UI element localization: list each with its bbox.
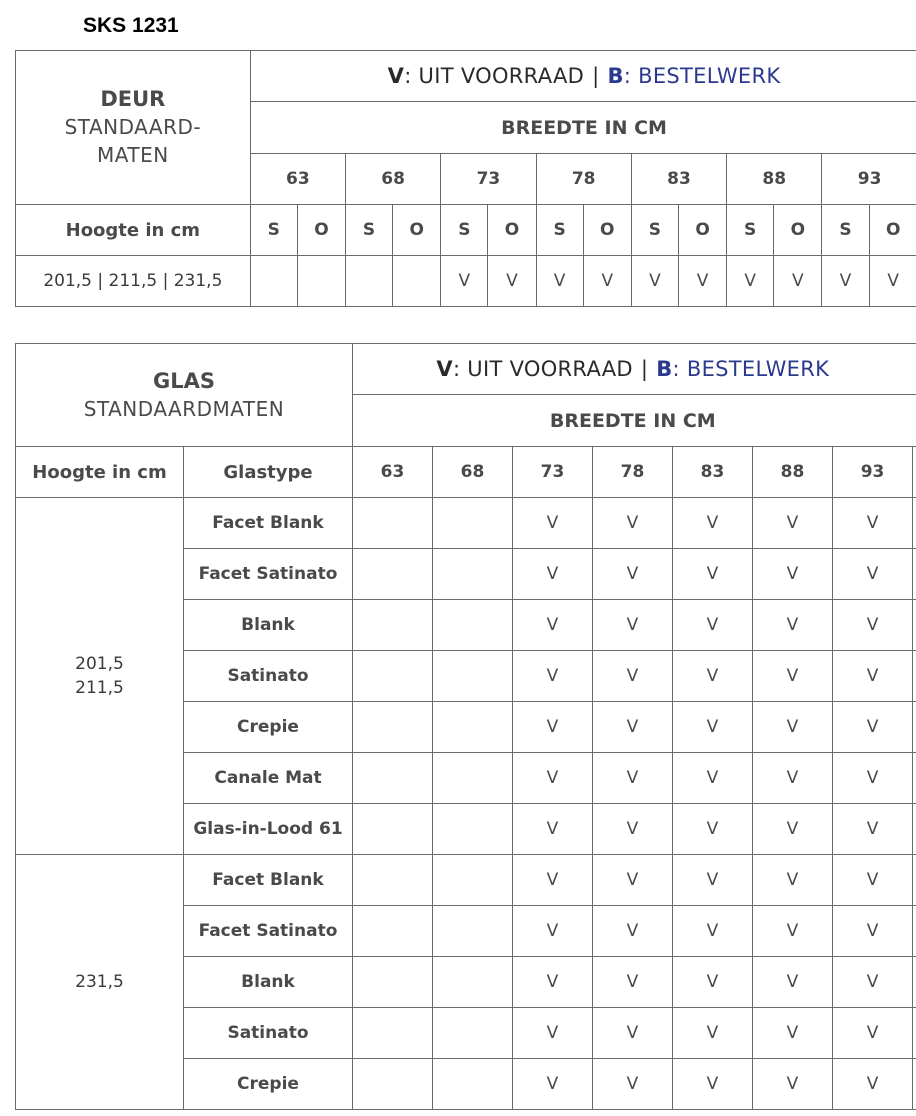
glass-availability-cell: [433, 549, 513, 600]
glass-availability-cell: [353, 549, 433, 600]
legend-b-text: : BESTELWERK: [623, 64, 781, 88]
door-availability-cell: V: [441, 256, 488, 307]
glass-availability-cell: V: [513, 906, 593, 957]
glass-availability-cell: V: [673, 651, 753, 702]
door-availability-cell: V: [678, 256, 726, 307]
glass-availability-cell: V: [673, 957, 753, 1008]
glass-availability-cell: [353, 804, 433, 855]
door-sub-header-s: S: [250, 205, 297, 256]
door-availability-cell: V: [727, 256, 774, 307]
glass-width-88: 88: [753, 447, 833, 498]
glass-availability-cell: V: [833, 855, 913, 906]
door-sub-header-o: O: [678, 205, 726, 256]
door-sub-header-o: O: [297, 205, 345, 256]
door-width-68: 68: [345, 154, 440, 205]
glass-availability-cell: V: [513, 702, 593, 753]
glass-type-label: Canale Mat: [184, 753, 353, 804]
glass-availability-cell: V: [593, 855, 673, 906]
glass-height-group: [16, 498, 184, 855]
legend-separator: |: [592, 64, 600, 88]
glass-availability-cell: V: [513, 1008, 593, 1059]
glass-availability-cell: V: [833, 957, 913, 1008]
glass-availability-cell: V: [753, 651, 833, 702]
glass-availability-cell: V: [593, 702, 673, 753]
glass-availability-cell: V: [753, 855, 833, 906]
glass-spare-cell: [913, 855, 916, 906]
door-corner-subtitle-2: MATEN: [97, 143, 169, 167]
door-width-83: 83: [631, 154, 726, 205]
glass-availability-cell: V: [593, 549, 673, 600]
glass-availability-cell: V: [593, 498, 673, 549]
glass-availability-cell: V: [593, 651, 673, 702]
glass-spare-cell: [913, 447, 916, 498]
door-sub-header-s: S: [441, 205, 488, 256]
glass-availability-cell: [353, 600, 433, 651]
glass-type-label: Blank: [184, 600, 353, 651]
glass-availability-cell: [433, 651, 513, 702]
glass-availability-cell: V: [673, 855, 753, 906]
glass-width-63: 63: [353, 447, 433, 498]
door-availability-cell: V: [488, 256, 536, 307]
door-sub-header-o: O: [488, 205, 536, 256]
glass-spare-cell: [913, 1008, 916, 1059]
glass-width-78: 78: [593, 447, 673, 498]
legend-v-key: V: [387, 64, 405, 88]
door-height-values: 201,5 | 211,5 | 231,5: [16, 256, 251, 307]
door-sub-header-s: S: [345, 205, 392, 256]
door-sub-header-s: S: [536, 205, 583, 256]
door-width-73: 73: [441, 154, 536, 205]
glass-availability-cell: V: [753, 702, 833, 753]
glass-type-label: Facet Blank: [184, 855, 353, 906]
glass-spare-cell: [913, 804, 916, 855]
door-corner-title: DEUR: [100, 87, 166, 111]
glass-availability-cell: V: [833, 651, 913, 702]
glass-height-value: 201,5: [75, 654, 124, 674]
door-sub-header-o: O: [393, 205, 441, 256]
legend-separator: |: [640, 357, 649, 381]
glass-availability-cell: V: [593, 804, 673, 855]
glass-spare-cell: [913, 702, 916, 753]
glass-type-label: Satinato: [184, 651, 353, 702]
glass-availability-cell: V: [673, 498, 753, 549]
glass-width-68: 68: [433, 447, 513, 498]
legend-b-key: B: [607, 64, 624, 88]
glass-availability-cell: V: [513, 855, 593, 906]
glass-availability-cell: V: [673, 1008, 753, 1059]
legend-b-text: : BESTELWERK: [672, 357, 830, 381]
glass-availability-cell: [433, 906, 513, 957]
glass-availability-cell: V: [673, 1059, 753, 1110]
glass-availability-cell: V: [593, 753, 673, 804]
glass-availability-cell: V: [753, 549, 833, 600]
glass-type-label: Crepie: [184, 702, 353, 753]
glass-availability-cell: [353, 753, 433, 804]
glass-availability-cell: V: [593, 600, 673, 651]
glass-type-label: Glas-in-Lood 61: [184, 804, 353, 855]
glass-availability-cell: [433, 855, 513, 906]
glass-availability-cell: V: [833, 600, 913, 651]
door-sub-header-o: O: [774, 205, 822, 256]
glass-availability-cell: V: [513, 651, 593, 702]
glass-width-93: 93: [833, 447, 913, 498]
door-availability-cell: V: [631, 256, 678, 307]
glass-availability-cell: [433, 1059, 513, 1110]
glass-availability-cell: V: [833, 549, 913, 600]
glass-availability-cell: [433, 600, 513, 651]
glass-availability-cell: V: [673, 702, 753, 753]
glass-availability-cell: [433, 957, 513, 1008]
door-height-header: Hoogte in cm: [16, 205, 251, 256]
door-width-63: 63: [250, 154, 345, 205]
glass-availability-cell: V: [513, 1059, 593, 1110]
glass-availability-cell: V: [593, 957, 673, 1008]
door-availability-cell: [297, 256, 345, 307]
glass-type-label: Facet Blank: [184, 498, 353, 549]
glass-availability-cell: V: [753, 753, 833, 804]
glass-availability-cell: [433, 702, 513, 753]
glass-width-83: 83: [673, 447, 753, 498]
door-legend: [250, 51, 916, 102]
glass-availability-cell: V: [753, 906, 833, 957]
glass-availability-cell: V: [513, 957, 593, 1008]
table-row: [16, 855, 916, 906]
glass-availability-cell: V: [753, 804, 833, 855]
glass-availability-cell: V: [593, 906, 673, 957]
glass-height-group: [16, 855, 184, 1110]
glass-type-label: Blank: [184, 957, 353, 1008]
glass-availability-cell: V: [753, 957, 833, 1008]
door-width-header: BREEDTE IN CM: [250, 102, 916, 154]
glass-corner-title: GLAS: [153, 368, 215, 393]
glass-type-label: Facet Satinato: [184, 549, 353, 600]
door-sub-header-o: O: [869, 205, 916, 256]
door-width-93: 93: [822, 154, 916, 205]
glass-width-header: BREEDTE IN CM: [353, 395, 913, 447]
door-size-table: [15, 50, 916, 307]
door-availability-cell: V: [583, 256, 631, 307]
glass-width-73: 73: [513, 447, 593, 498]
legend-b-key: B: [656, 357, 673, 381]
glass-availability-cell: V: [673, 753, 753, 804]
glass-type-label: Facet Satinato: [184, 906, 353, 957]
glass-availability-cell: V: [513, 498, 593, 549]
door-corner-cell: [16, 51, 251, 205]
glass-availability-cell: V: [753, 498, 833, 549]
glass-availability-cell: V: [513, 549, 593, 600]
door-availability-cell: V: [536, 256, 583, 307]
document-title: SKS 1231: [83, 14, 179, 37]
glass-availability-cell: [353, 1008, 433, 1059]
glass-availability-cell: V: [833, 1059, 913, 1110]
glass-availability-cell: V: [833, 1008, 913, 1059]
legend-v-text: : UIT VOORRAAD: [452, 357, 633, 381]
glass-availability-cell: [353, 1059, 433, 1110]
door-availability-cell: [345, 256, 392, 307]
door-width-78: 78: [536, 154, 631, 205]
glass-height-value: 231,5: [75, 972, 124, 992]
glass-legend: [353, 344, 913, 395]
glass-availability-cell: V: [513, 804, 593, 855]
glass-availability-cell: V: [833, 906, 913, 957]
glass-availability-cell: [353, 957, 433, 1008]
glass-availability-cell: [353, 651, 433, 702]
glass-availability-cell: V: [753, 1059, 833, 1110]
glass-availability-cell: V: [753, 600, 833, 651]
table-row: [16, 498, 916, 549]
glass-type-label: Satinato: [184, 1008, 353, 1059]
glass-availability-cell: [353, 702, 433, 753]
glass-availability-cell: V: [673, 549, 753, 600]
door-sub-header-s: S: [822, 205, 869, 256]
door-corner-subtitle-1: STANDAARD-: [64, 115, 202, 139]
glass-spare-cell: [913, 957, 916, 1008]
glass-availability-cell: [433, 1008, 513, 1059]
legend-v-text: : UIT VOORRAAD: [404, 64, 585, 88]
glass-availability-cell: V: [833, 753, 913, 804]
glass-spare-cell: [913, 600, 916, 651]
glass-availability-cell: V: [833, 498, 913, 549]
glass-availability-cell: V: [593, 1008, 673, 1059]
door-availability-cell: [393, 256, 441, 307]
glass-availability-cell: V: [833, 804, 913, 855]
glass-size-table: [15, 343, 916, 1110]
glass-corner-cell: [16, 344, 353, 447]
glass-availability-cell: V: [833, 702, 913, 753]
door-availability-cell: V: [822, 256, 869, 307]
glass-availability-cell: [353, 855, 433, 906]
glass-height-value: 211,5: [75, 678, 124, 698]
glass-availability-cell: [353, 498, 433, 549]
legend-v-key: V: [436, 357, 453, 381]
glass-availability-cell: [433, 498, 513, 549]
door-availability-cell: V: [869, 256, 916, 307]
glass-corner-subtitle: STANDAARDMATEN: [83, 396, 285, 421]
glass-availability-cell: V: [673, 804, 753, 855]
glass-availability-cell: [433, 753, 513, 804]
glass-availability-cell: V: [593, 1059, 673, 1110]
glass-availability-cell: V: [753, 1008, 833, 1059]
door-sub-header-o: O: [583, 205, 631, 256]
glass-availability-cell: [353, 906, 433, 957]
door-availability-cell: V: [774, 256, 822, 307]
glass-spare-cell: [913, 651, 916, 702]
door-availability-cell: [250, 256, 297, 307]
glass-availability-cell: V: [673, 906, 753, 957]
glass-availability-cell: [433, 804, 513, 855]
glass-type-header: Glastype: [184, 447, 353, 498]
glass-spare-cell: [913, 1059, 916, 1110]
glass-type-label: Crepie: [184, 1059, 353, 1110]
glass-availability-cell: V: [513, 600, 593, 651]
door-width-88: 88: [727, 154, 822, 205]
glass-spare-cell: [913, 549, 916, 600]
glass-availability-cell: V: [513, 753, 593, 804]
door-sub-header-s: S: [631, 205, 678, 256]
glass-spare-cell: [913, 906, 916, 957]
glass-spare-cell: [913, 753, 916, 804]
glass-availability-cell: V: [673, 600, 753, 651]
glass-spare-cell: [913, 498, 916, 549]
glass-height-header: Hoogte in cm: [16, 447, 184, 498]
door-sub-header-s: S: [727, 205, 774, 256]
